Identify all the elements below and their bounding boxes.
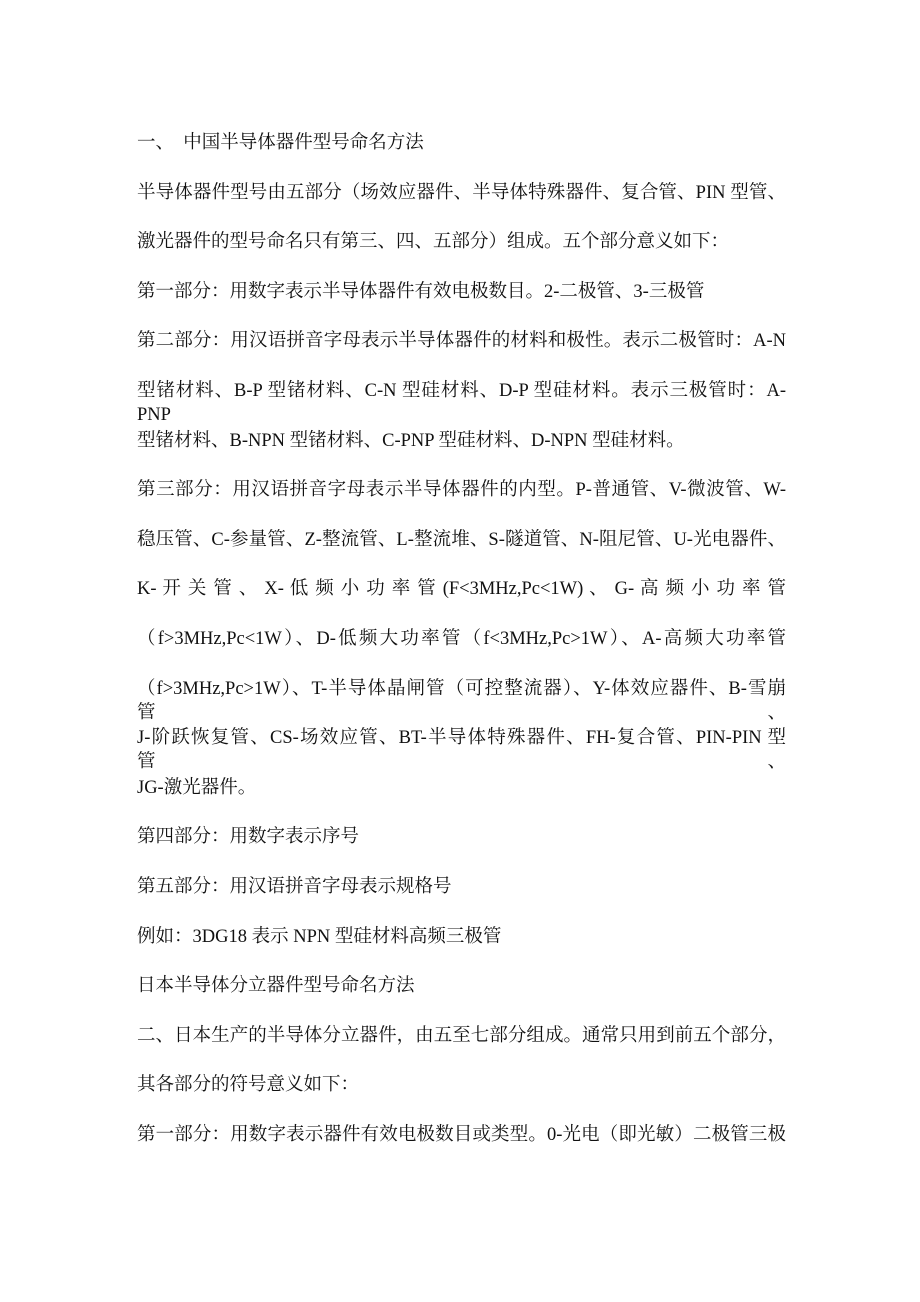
paragraph-line: J-阶跃恢复管、CS-场效应管、BT-半导体特殊器件、FH-复合管、PIN-PIN 型管、 — [137, 728, 786, 773]
paragraph-line: 第五部分：用汉语拼音字母表示规格号 — [137, 877, 452, 897]
paragraph-line: 例如：3DG18 表示 NPN 型硅材料高频三极管 — [137, 926, 502, 947]
paragraph-line: JG-激光器件。 — [137, 777, 257, 798]
paragraph-line: 日本半导体分立器件型号命名方法 — [137, 976, 415, 997]
section-heading: 一、 中国半导体器件型号命名方法 — [137, 133, 424, 153]
paragraph-line: 其各部分的符号意义如下： — [137, 1075, 360, 1096]
paragraph-line: 型锗材料、B-NPN 型锗材料、C-PNP 型硅材料、D-NPN 型硅材料。 — [137, 430, 685, 451]
paragraph-line: 第三部分：用汉语拼音字母表示半导体器件的内型。P-普通管、V-微波管、W- — [137, 480, 786, 501]
paragraph-line: 型锗材料、B-P 型锗材料、C-N 型硅材料、D-P 型硅材料。表示三极管时：A-PNP — [137, 381, 786, 425]
paragraph-line: 稳压管、C-参量管、Z-整流管、L-整流堆、S-隧道管、N-阻尼管、U-光电器件、 — [137, 529, 786, 550]
paragraph-line: 半导体器件型号由五部分（场效应器件、半导体特殊器件、复合管、PIN 型管、 — [137, 182, 786, 203]
paragraph-line: （f>3MHz,Pc<1W）、D-低频大功率管（f<3MHz,Pc>1W）、A-高频大功率管 — [137, 629, 786, 649]
paragraph-line: 第一部分：用数字表示半导体器件有效电极数目。2-二极管、3-三极管 — [137, 281, 705, 302]
paragraph-line: K- 开 关 管 、 X- 低 频 小 功 率 管 (F<3MHz,Pc<1W) 、 G- 高 频 小 功 率 管 — [137, 579, 786, 600]
paragraph-line: 第二部分：用汉语拼音字母表示半导体器件的材料和极性。表示二极管时：A-N — [137, 331, 786, 352]
paragraph-line: 二、日本生产的半导体分立器件，由五至七部分组成。通常只用到前五个部分， — [137, 1025, 786, 1046]
paragraph-line: （f>3MHz,Pc>1W）、T-半导体晶闸管（可控整流器）、Y-体效应器件、B-雪崩管、 — [137, 678, 786, 723]
paragraph-line: 第一部分：用数字表示器件有效电极数目或类型。0-光电（即光敏）二极管三极 — [137, 1125, 786, 1145]
paragraph-line: 第四部分：用数字表示序号 — [137, 827, 360, 848]
paragraph-line: 激光器件的型号命名只有第三、四、五部分）组成。五个部分意义如下： — [137, 232, 730, 253]
